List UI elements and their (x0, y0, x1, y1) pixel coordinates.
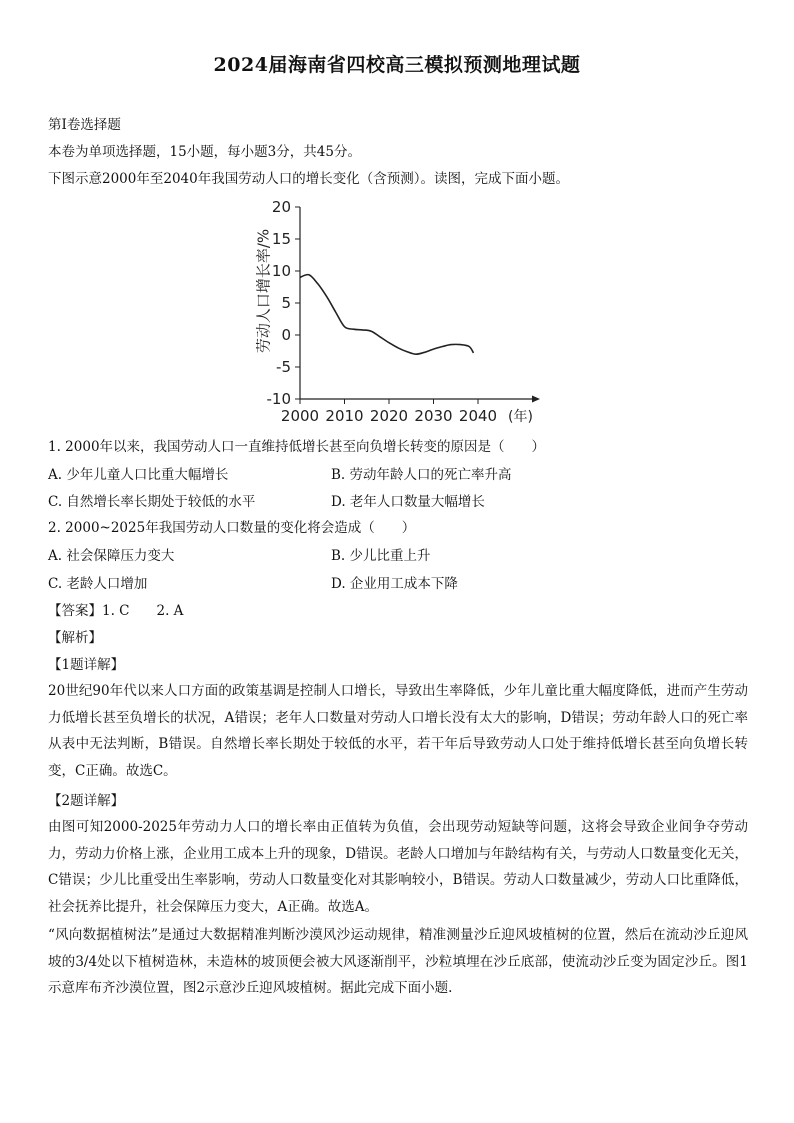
detail-2-heading: 【2题详解】 (48, 793, 125, 809)
x-tick-label: 2030 (414, 407, 453, 425)
answer-line: 【答案】1. C 2. A (48, 603, 184, 619)
x-axis-label: (年) (508, 409, 533, 425)
x-tick-label: 2010 (325, 407, 364, 425)
y-tick-label: -5 (276, 358, 291, 376)
instructions: 本卷为单项选择题，15小题，每小题3分，共45分。 (48, 144, 361, 160)
question-1-option-a: A. 少年儿童人口比重大幅增长 (48, 467, 229, 483)
question-2-stem: 2. 2000~2025年我国劳动人口数量的变化将会造成（ ） (48, 520, 416, 536)
y-tick-label: 10 (271, 262, 291, 280)
next-question-intro: “风向数据植树法”是通过大数据精准判断沙漠风沙运动规律，精准测量沙丘迎风坡植树的位置，然后在流动沙丘迎风坡的3/4处以下植树造林，未造林的坡顶便会被大风逐渐削平，沙粒填埋在沙丘底部，使流动沙丘变为固定沙丘。图1示意库布齐沙漠位置，图2示意沙丘迎风坡植树。据此完成下面小题. (48, 927, 748, 996)
question-2-option-a: A. 社会保障压力变大 (48, 548, 175, 564)
y-tick-label: 0 (281, 326, 291, 344)
question-1-option-b: B. 劳动年龄人口的死亡率升高 (331, 467, 512, 483)
y-tick-label: 15 (271, 230, 291, 248)
x-tick-label: 2020 (369, 407, 409, 425)
question-1-option-d: D. 老年人口数量大幅增长 (331, 494, 485, 510)
labor-growth-chart (252, 192, 552, 432)
question-2-option-c: C. 老龄人口增加 (48, 576, 148, 592)
y-axis-label: 劳动人口增长率/% (254, 228, 273, 354)
question-2-option-d: D. 企业用工成本下降 (331, 576, 458, 592)
section-heading: 第Ⅰ卷选择题 (48, 117, 121, 133)
x-axis-arrow (532, 396, 540, 403)
series-line (300, 275, 474, 355)
y-tick-label: -10 (266, 390, 291, 408)
analysis-heading: 【解析】 (48, 630, 102, 646)
question-2-option-b: B. 少儿比重上升 (331, 548, 431, 564)
detail-2-text: 由图可知2000-2025年劳动力人口的增长率由正值转为负值，会出现劳动短缺等问题，这将会导致企业间争夺劳动力，劳动力价格上涨，企业用工成本上升的现象，D错误。老龄人口增加与年龄结构有关，与劳动人口数量变化无关，C错误；少儿比重受出生率影响，劳动人口数量变化对其影响较小，B错误。劳动人口数量减少，劳动人口比重降低，社会抚养比提升，社会保障压力变大，A正确。故选A。 (48, 819, 748, 915)
x-axis-ticks (281, 399, 497, 425)
detail-1-heading: 【1题详解】 (48, 657, 125, 673)
question-1-stem: 1. 2000年以来，我国劳动人口一直维持低增长甚至向负增长转变的原因是（ ） (48, 439, 546, 455)
y-tick-label: 5 (281, 294, 291, 312)
detail-1-text: 20世纪90年代以来人口方面的政策基调是控制人口增长，导致出生率降低，少年儿童比重大幅度降低，进而产生劳动力低增长甚至负增长的状况，A错误；老年人口数量对劳动人口增长没有太大的影响，D错误；劳动年龄人口的死亡率从表中无法判断，B错误。自然增长率长期处于较低的水平，若干年后导致劳动人口处于维持低增长甚至向负增长转变，C正确。故选C。 (48, 683, 748, 779)
y-tick-label: 20 (271, 198, 291, 216)
question-intro: 下图示意2000年至2040年我国劳动人口的增长变化（含预测）。读图，完成下面小题。 (48, 171, 569, 187)
chart-svg (252, 192, 552, 432)
x-tick-label: 2040 (458, 407, 498, 425)
question-1-option-c: C. 自然增长率长期处于较低的水平 (48, 494, 256, 510)
x-tick-label: 2000 (280, 407, 320, 425)
page-title: 2024届海南省四校高三模拟预测地理试题 (213, 54, 581, 76)
